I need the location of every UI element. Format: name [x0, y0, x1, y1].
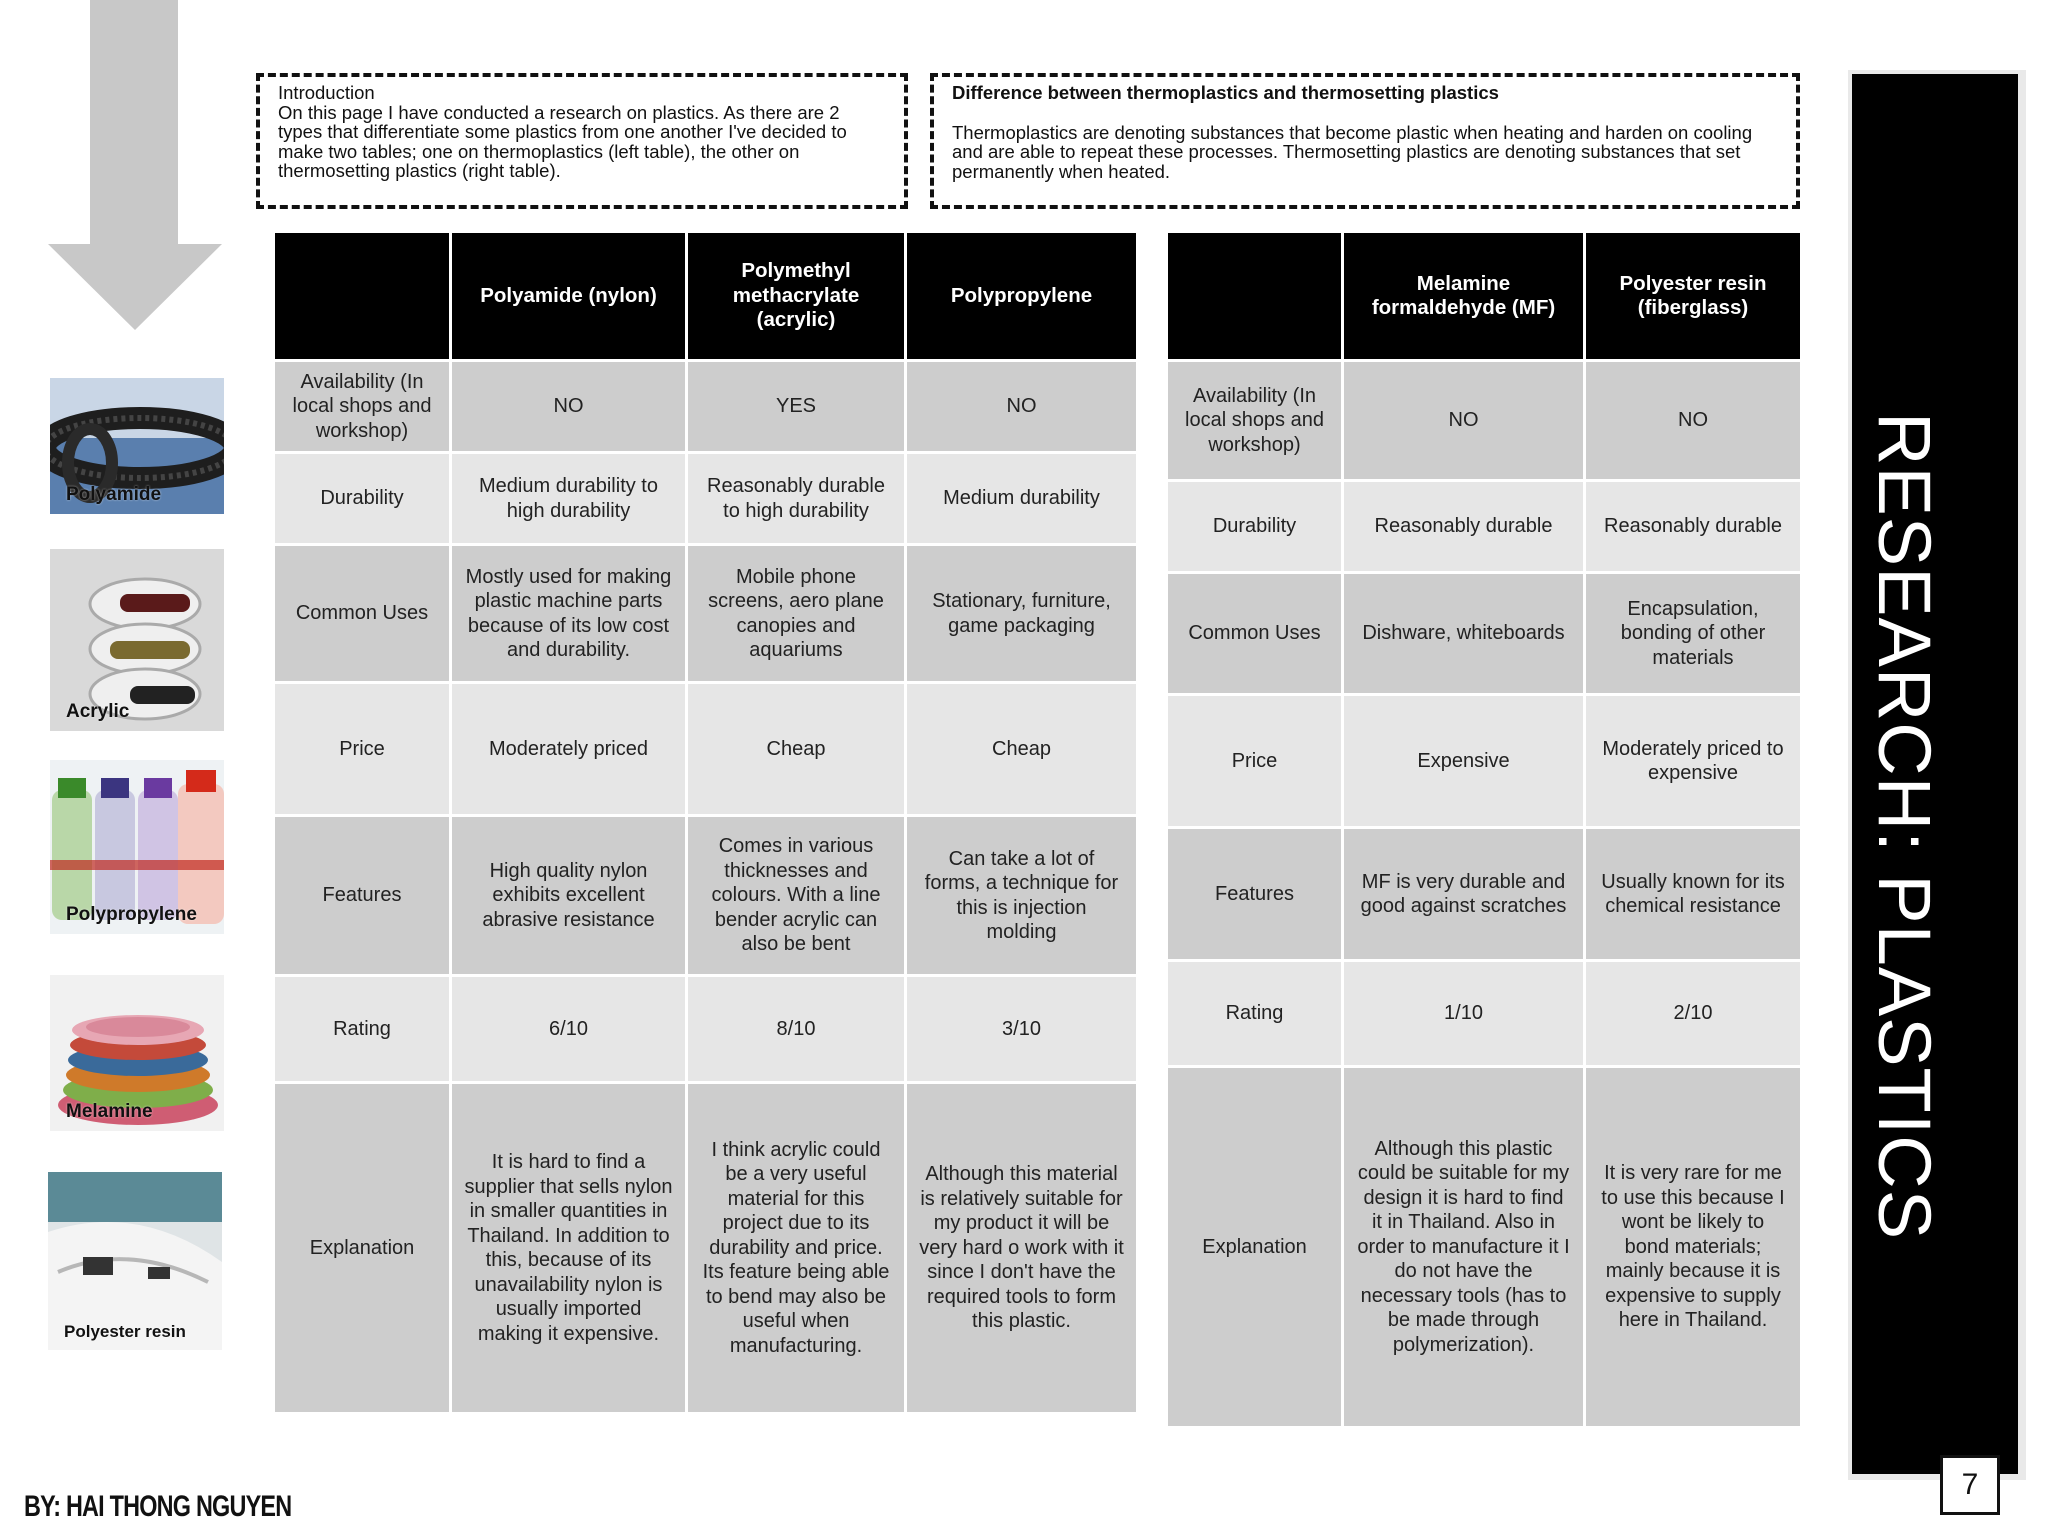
table-cell: 2/10 [1586, 962, 1800, 1065]
row-label: Durability [275, 454, 449, 543]
down-arrow-icon [48, 0, 222, 330]
difference-text: Thermoplastics are denoting substances that become plastic when heating and harden on cooling and are able to repeat these processes. Thermosetting plastics are denoting substances that set permanently when heated. [952, 121, 1753, 182]
row-label: Explanation [1168, 1068, 1341, 1426]
table-row [275, 817, 1136, 974]
row-label: Features [275, 817, 449, 974]
table-cell: NO [452, 362, 685, 451]
row-label: Rating [275, 977, 449, 1081]
row-label: Common Uses [275, 546, 449, 681]
table-cell: Medium durability to high durability [452, 454, 685, 543]
table-cell: Reasonably durable [1344, 482, 1583, 571]
table-cell: 3/10 [907, 977, 1136, 1081]
table-cell: It is hard to find a supplier that sells nylon in smaller quantities in Thailand. In addition to this, because of its unavailability nylon is usually imported making it expensive. [452, 1084, 685, 1412]
polyester-resin-thumbnail [48, 1172, 222, 1350]
page-number: 7 [1940, 1455, 2000, 1515]
row-label: Explanation [275, 1084, 449, 1412]
row-label: Rating [1168, 962, 1341, 1065]
row-label: Price [1168, 696, 1341, 826]
table-row [275, 684, 1136, 814]
table-cell: Mobile phone screens, aero plane canopies and aquariums [688, 546, 904, 681]
table-cell: NO [907, 362, 1136, 451]
table-cell: MF is very durable and good against scratches [1344, 829, 1583, 959]
thumbnail-label: Polyamide [66, 484, 162, 505]
thumbnail-label: Acrylic [66, 701, 130, 722]
table-cell: Dishware, whiteboards [1344, 574, 1583, 693]
polyamide-thumbnail [50, 378, 224, 514]
table-cell: Moderately priced [452, 684, 685, 814]
table-header-row [1168, 233, 1800, 359]
difference-title: Difference between thermoplastics and thermosetting plastics [952, 82, 1499, 103]
table-cell: Usually known for its chemical resistance [1586, 829, 1800, 959]
table-row [1168, 829, 1800, 959]
table-row [275, 1084, 1136, 1412]
page-title: RESEARCH: PLASTICS [1863, 412, 1946, 1241]
table-row [1168, 962, 1800, 1065]
table-cell: YES [688, 362, 904, 451]
introduction-box [256, 73, 908, 209]
thermoplastics-table [272, 230, 1139, 1415]
table-cell: 6/10 [452, 977, 685, 1081]
introduction-text: On this page I have conducted a research on plastics. As there are 2 types that differentiate some plastics from one another I've decided to make two tables; one on thermoplastics (left table), the other on thermosetting plastics (right table). [278, 101, 847, 181]
polypropylene-thumbnail [50, 760, 224, 934]
table-cell: Although this plastic could be suitable for my design it is hard to find it in Thailand. Also in order to manufacture it I do not have the necessary tools (has to be made through polymerization). [1344, 1068, 1583, 1426]
table-row [275, 977, 1136, 1081]
row-label: Features [1168, 829, 1341, 959]
table-cell: Comes in various thicknesses and colours. With a line bender acrylic can also be bent [688, 817, 904, 974]
introduction-title: Introduction [278, 82, 375, 103]
table-cell: High quality nylon exhibits excellent abrasive resistance [452, 817, 685, 974]
table-header-cell [1168, 233, 1341, 359]
melamine-thumbnail [50, 975, 224, 1131]
table-row [1168, 1068, 1800, 1426]
table-row [1168, 696, 1800, 826]
table-row [1168, 574, 1800, 693]
row-label: Availability (In local shops and workshop) [275, 362, 449, 451]
table-cell: Reasonably durable to high durability [688, 454, 904, 543]
table-cell: Can take a lot of forms, a technique for this is injection molding [907, 817, 1136, 974]
difference-box [930, 73, 1800, 209]
table-row [275, 546, 1136, 681]
table-header-cell: Polymethyl methacrylate (acrylic) [688, 233, 904, 359]
table-cell: NO [1344, 362, 1583, 479]
table-row [1168, 482, 1800, 571]
table-cell: Cheap [688, 684, 904, 814]
thumbnail-label: Melamine [66, 1101, 153, 1122]
row-label: Common Uses [1168, 574, 1341, 693]
table-header-cell: Polyamide (nylon) [452, 233, 685, 359]
table-row [1168, 362, 1800, 479]
table-cell: Mostly used for making plastic machine parts because of its low cost and durability. [452, 546, 685, 681]
table-cell: Stationary, furniture, game packaging [907, 546, 1136, 681]
author-credit: BY: HAI THONG NGUYEN [24, 1490, 292, 1523]
row-label: Durability [1168, 482, 1341, 571]
table-cell: Cheap [907, 684, 1136, 814]
table-cell: Moderately priced to expensive [1586, 696, 1800, 826]
acrylic-thumbnail [50, 549, 224, 731]
table-cell: Although this material is relatively suitable for my product it will be very hard o work with it since I don't have the required tools to form this plastic. [907, 1084, 1136, 1412]
table-cell: Reasonably durable [1586, 482, 1800, 571]
table-header-cell [275, 233, 449, 359]
table-cell: NO [1586, 362, 1800, 479]
table-header-cell: Polyester resin (fiberglass) [1586, 233, 1800, 359]
thermosetting-table [1165, 230, 1803, 1429]
row-label: Availability (In local shops and workshop) [1168, 362, 1341, 479]
table-cell: Expensive [1344, 696, 1583, 826]
table-cell: It is very rare for me to use this because I wont be likely to bond materials; mainly because it is expensive to supply here in Thailand. [1586, 1068, 1800, 1426]
table-row [275, 454, 1136, 543]
table-cell: Medium durability [907, 454, 1136, 543]
table-cell: I think acrylic could be a very useful material for this project due to its durability and price. Its feature being able to bend may also be useful when manufacturing. [688, 1084, 904, 1412]
table-cell: Encapsulation, bonding of other materials [1586, 574, 1800, 693]
table-header-row [275, 233, 1136, 359]
table-row [275, 362, 1136, 451]
table-cell: 1/10 [1344, 962, 1583, 1065]
row-label: Price [275, 684, 449, 814]
table-header-cell: Melamine formaldehyde (MF) [1344, 233, 1583, 359]
thumbnail-label: Polypropylene [66, 904, 197, 925]
thumbnail-label: Polyester resin [64, 1322, 186, 1341]
table-header-cell: Polypropylene [907, 233, 1136, 359]
table-cell: 8/10 [688, 977, 904, 1081]
